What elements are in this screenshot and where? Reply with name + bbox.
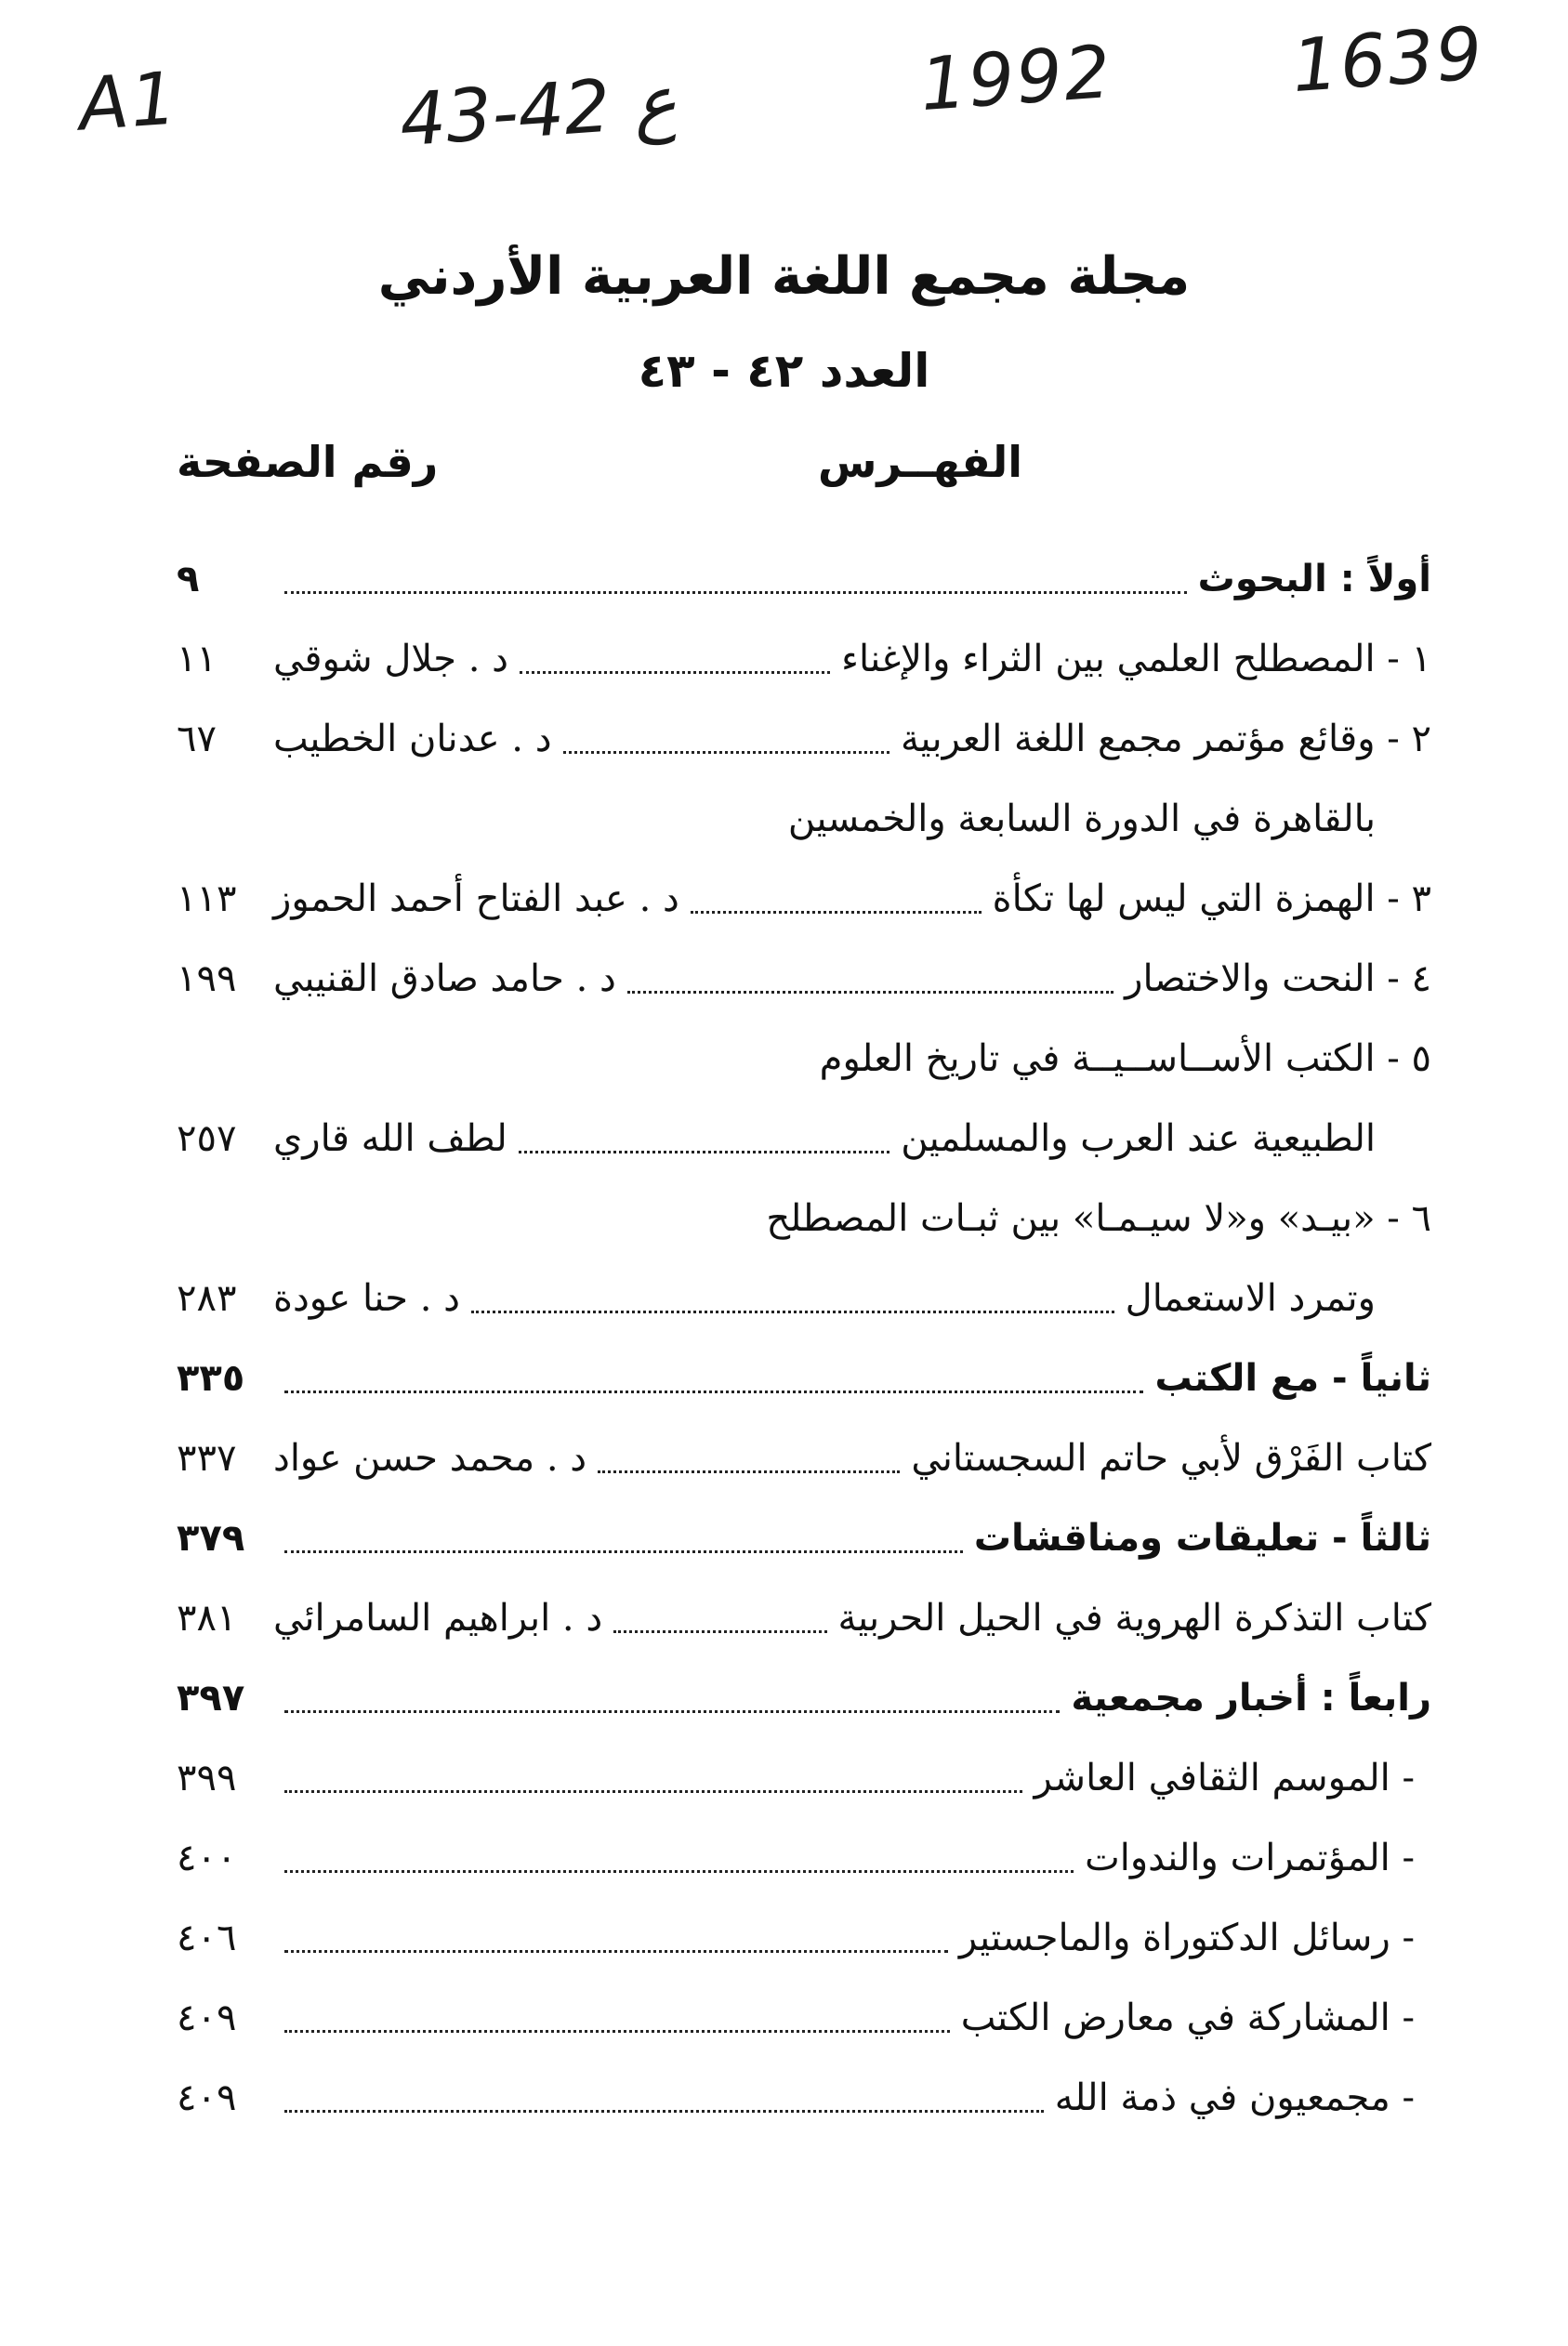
toc-row [177,779,1431,859]
toc-row [177,1898,1431,1978]
toc-entry-page: ٤٠٩ [177,1997,237,2039]
toc-row [177,1498,1431,1578]
toc-entry-title: كتاب التذكرة الهروية في الحيل الحربية [837,1597,1431,1640]
dot-leader [471,1311,1114,1313]
toc-entry-title: ثانياً - مع الكتب [1154,1357,1431,1400]
toc-entry-title: - المشاركة في معارض الكتب [960,1997,1415,2039]
toc-entry-author: د . محمد حسن عواد [273,1437,587,1480]
dot-leader [627,991,1113,994]
toc-entry-title: ١ - المصطلح العلمي بين الثراء والإغناء [841,638,1431,680]
toc-entry-page: ٢٥٧ [177,1117,237,1160]
toc-entry-page: ٢٨٣ [177,1277,237,1320]
toc-entry-title: - المؤتمرات والندوات [1085,1837,1415,1879]
toc-entry-page: ١٩٩ [177,957,237,1000]
toc-entry-title: بالقاهرة في الدورة السابعة والخمسين [787,797,1376,840]
toc-entry-page: ٣٩٧ [177,1677,245,1720]
toc-entry-author: د . عبد الفتاح أحمد الحموز [273,877,679,920]
toc-row [177,1259,1431,1338]
toc-row [177,1738,1431,1818]
toc-entry-author: لطف الله قاري [273,1117,507,1160]
toc-row [177,619,1431,699]
toc-entry-page: ٣٩٩ [177,1757,237,1799]
dot-leader [284,2110,1044,2113]
toc-entry-title: - الموسم الثقافي العاشر [1034,1757,1415,1799]
toc-entry-page: ٤٠٠ [177,1837,237,1879]
dot-leader [691,911,982,914]
dot-leader [613,1630,826,1633]
toc-row [177,2058,1431,2138]
toc-row [177,1818,1431,1898]
dot-leader [284,1790,1022,1793]
page-number-heading: رقم الصفحة [177,437,439,487]
toc-entry-author: د . جلال شوقي [273,638,508,680]
dot-leader [563,751,889,754]
toc-row [177,1658,1431,1738]
handwritten-year: 1992 [917,30,1115,128]
dot-leader [598,1470,900,1473]
toc-entry-title: الطبيعية عند العرب والمسلمين [901,1117,1376,1160]
toc-entry-page: ٤٠٦ [177,1917,237,1959]
toc-row [177,859,1431,939]
toc-entry-title: - مجمعيون في ذمة الله [1054,2076,1415,2119]
dot-leader [284,1710,1060,1713]
dot-leader [284,591,1187,594]
toc-entry-title: وتمرد الاستعمال [1125,1277,1376,1320]
contents-heading: الفهــرس [817,437,1022,487]
dot-leader [284,1870,1074,1873]
toc-entry-page: ٣٣٥ [177,1357,245,1400]
toc-row [177,939,1431,1019]
toc-entry-page: ٣٧٩ [177,1517,245,1560]
toc-entry-title: كتاب الفَرْق لأبي حاتم السجستاني [911,1437,1431,1480]
toc-row [177,1578,1431,1658]
toc-entry-title: ٦ - «بيـد» و«لا سيـمـا» بين ثبـات المصطلح [766,1197,1431,1240]
toc-row [177,1179,1431,1259]
toc-row [177,1099,1431,1179]
toc-entry-title: ٤ - النحت والاختصار [1125,957,1431,1000]
toc-entry-page: ١١ [177,638,217,680]
dot-leader [284,1390,1143,1393]
toc-entry-author: د . ابراهيم السامرائي [273,1597,603,1640]
journal-title: مجلة مجمع اللغة العربية الأردني [377,246,1191,307]
toc-entry-title: أولاً : البحوث [1197,558,1431,600]
toc-row [177,699,1431,779]
handwritten-issues: 43-42 ع [397,59,679,164]
toc-entry-title: ثالثاً - تعليقات ومناقشات [973,1517,1431,1560]
handwritten-annotations [0,11,1568,167]
toc-entry-title: ٥ - الكتب الأســاســيــة في تاريخ العلوم [819,1037,1431,1080]
toc-entry-author: د . عدنان الخطيب [273,718,552,760]
dot-leader [284,2030,950,2033]
toc-row [177,1978,1431,2058]
toc-entry-page: ٣٣٧ [177,1437,237,1480]
dot-leader [284,1550,963,1553]
dot-leader [519,1151,889,1153]
toc-entry-title: ٢ - وقائع مؤتمر مجمع اللغة العربية [900,718,1431,760]
toc-entry-title: ٣ - الهمزة التي ليس لها تكأة [992,877,1431,920]
toc-entry-author: د . حنا عودة [273,1277,460,1320]
table-of-contents [177,539,1431,2138]
toc-row [177,539,1431,619]
handwritten-code: A1 [75,57,181,148]
toc-row [177,1019,1431,1099]
toc-entry-title: - رسائل الدكتوراة والماجستير [958,1917,1415,1959]
toc-entry-page: ١١٣ [177,877,237,920]
toc-header [177,437,1431,502]
toc-entry-page: ٦٧ [177,718,217,760]
toc-entry-author: د . حامد صادق القنيبي [273,957,616,1000]
handwritten-number: 1639 [1289,11,1487,110]
toc-entry-title: رابعاً : أخبار مجمعية [1071,1677,1431,1720]
toc-row [177,1338,1431,1418]
dot-leader [520,671,830,674]
toc-entry-page: ٣٨١ [177,1597,237,1640]
toc-entry-page: ٩ [177,558,200,600]
toc-entry-page: ٤٠٩ [177,2076,237,2119]
toc-row [177,1418,1431,1498]
issue-number: العدد ٤٢ - ٤٣ [638,344,930,398]
dot-leader [284,1950,948,1953]
